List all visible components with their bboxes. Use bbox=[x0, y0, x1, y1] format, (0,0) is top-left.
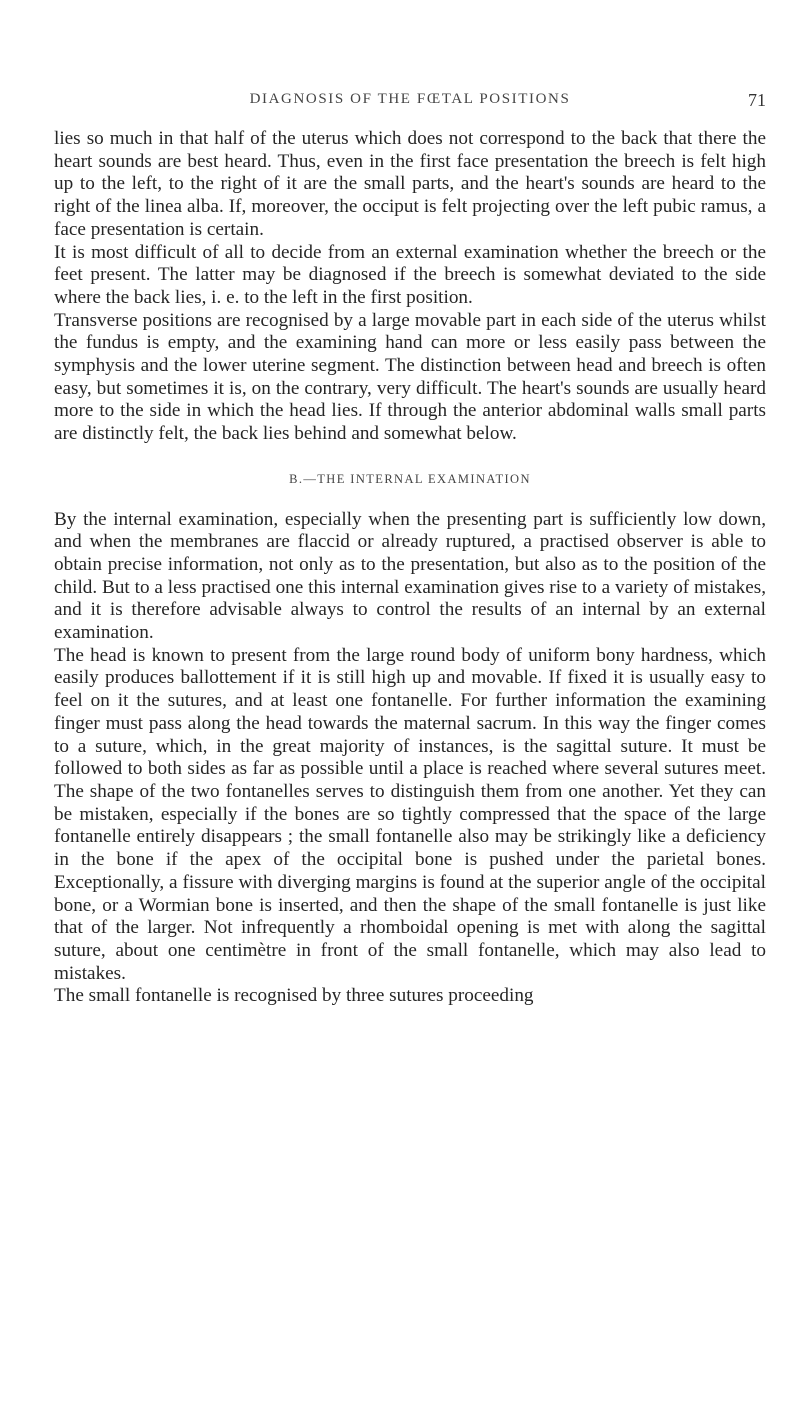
paragraph: Transverse positions are recognised by a large movable part in each side of the uterus whilst the fundus is empty, and the examining hand can more or less easily pass between the symphysis and the lower uterine segment. The distinction between head and breech is often easy, but sometimes it is, on the contrary, very difficult. The heart's sounds are usually heard more to the side in which the head lies. If through the anterior abdominal walls small parts are distinctly felt, the back lies behind and somewhat below. bbox=[54, 309, 766, 445]
running-title: DIAGNOSIS OF THE FŒTAL POSITIONS bbox=[249, 91, 571, 107]
paragraph: It is most difficult of all to decide from an external examination whether the breech or the feet present. The latter may be diagnosed if the breech is somewhat deviated to the side where the back lies, i. e. to the left in the first position. bbox=[54, 241, 766, 308]
paragraph: By the internal examination, especially when the presenting part is sufficiently low down, and when the membranes are flaccid or already ruptured, a practised observer is able to obtain precise information, not only as to the presentation, but also as to the position of the child. But to a less practised one this internal examination gives rise to a variety of mistakes, and it is therefore advisable always to control the results of an internal by an external examination. bbox=[54, 508, 766, 644]
page-number: 71 bbox=[748, 90, 766, 110]
paragraph: The head is known to present from the large round body of uniform bony hardness, which easily produces ballottement if it is still high up and movable. If fixed it is usually easy to feel on it the sutures, and at least one fontanelle. For further information the examining finger must pass along the head towards the maternal sacrum. In this way the finger comes to a suture, which, in the great majority of instances, is the sagittal suture. It must be followed to both sides as far as possible until a place is reached where several sutures meet. The shape of the two fontanelles serves to distinguish them from one another. Yet they can be mistaken, especially if the bones are so tightly compressed that the space of the large fontanelle entirely disappears ; the small fontanelle also may be strikingly like a deficiency in the bone if the apex of the occipital bone is pushed under the parietal bones. Exceptionally, a fissure with diverging margins is found at the superior angle of the occipital bone, or a Wormian bone is inserted, and then the shape of the small fontanelle is just like that of the larger. Not infrequently a rhomboidal opening is met with along the sagittal suture, about one centimètre in front of the small fontanelle, which may also lead to mistakes. bbox=[54, 644, 766, 984]
section-heading: B.—THE INTERNAL EXAMINATION bbox=[289, 471, 531, 486]
body-text bbox=[54, 128, 766, 1008]
running-head bbox=[54, 91, 766, 119]
paragraph: The small fontanelle is recognised by three sutures proceeding bbox=[54, 985, 534, 1007]
paragraph: lies so much in that half of the uterus which does not correspond to the back that there the heart sounds are best heard. Thus, even in the first face presentation the breech is felt high up to the left, to the right of it are the small parts, and the heart's sounds are heard to the right of the linea alba. If, moreover, the occiput is felt projecting over the left pubic ramus, a face presentation is certain. bbox=[54, 128, 766, 240]
